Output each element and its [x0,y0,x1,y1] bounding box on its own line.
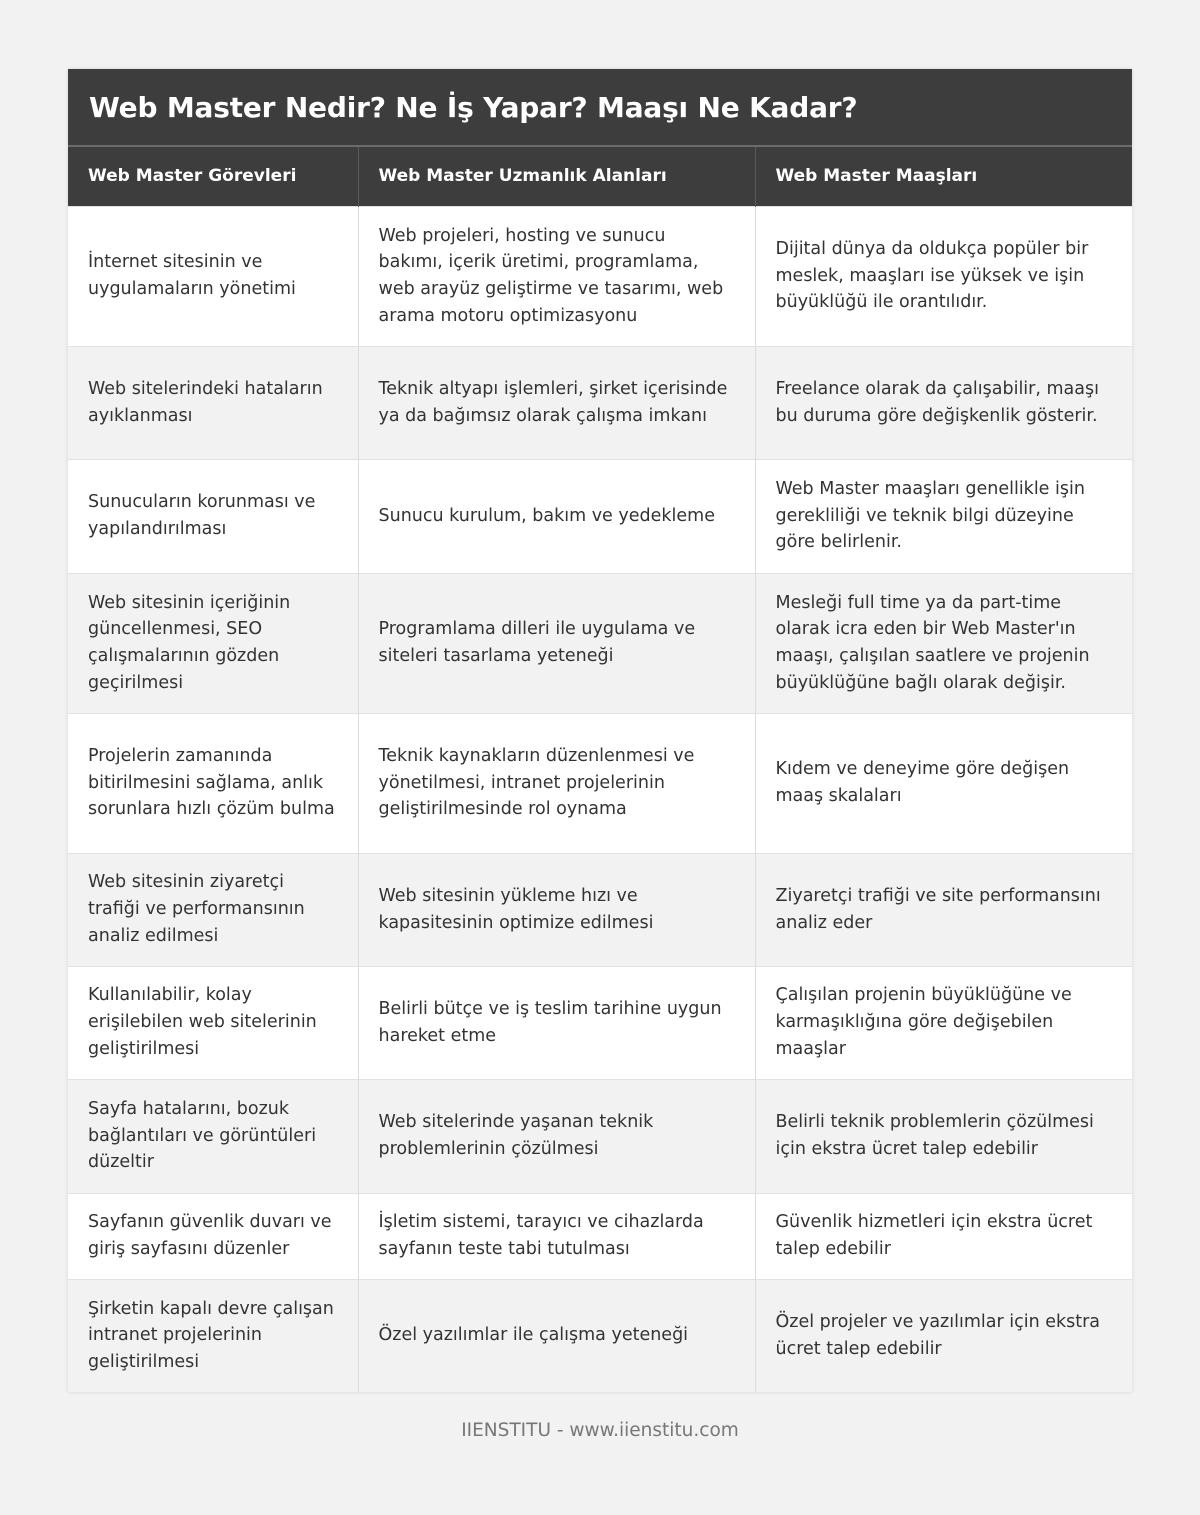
table-cell: İnternet sitesinin ve uygulamaların yönetimi [68,206,358,346]
table-row [68,1079,1132,1193]
table-cell: Web sitelerinde yaşanan teknik problemlerinin çözülmesi [358,1079,755,1193]
column-header-uzmanlik: Web Master Uzmanlık Alanları [358,146,755,206]
table-cell: Kullanılabilir, kolay erişilebilen web sitelerinin geliştirilmesi [68,966,358,1079]
table-cell: Web sitelerindeki hataların ayıklanması [68,346,358,459]
table-cell: Şirketin kapalı devre çalışan intranet projelerinin geliştirilmesi [68,1279,358,1392]
table-row [68,459,1132,573]
table-cell: İşletim sistemi, tarayıcı ve cihazlarda sayfanın teste tabi tutulması [358,1193,755,1279]
table-cell: Kıdem ve deneyime göre değişen maaş skalaları [755,713,1132,853]
column-header-gorevler: Web Master Görevleri [68,146,358,206]
table-cell: Belirli bütçe ve iş teslim tarihine uygun hareket etme [358,966,755,1079]
table-row [68,853,1132,966]
table-cell: Projelerin zamanında bitirilmesini sağlama, anlık sorunlara hızlı çözüm bulma [68,713,358,853]
table-cell: Web sitesinin yükleme hızı ve kapasitesinin optimize edilmesi [358,853,755,966]
table-row [68,966,1132,1079]
table-cell: Web sitesinin içeriğinin güncellenmesi, SEO çalışmalarının gözden geçirilmesi [68,573,358,713]
table-cell: Web Master maaşları genellikle işin gerekliliği ve teknik bilgi düzeyine göre belirlenir. [755,459,1132,573]
title-bar [68,69,1132,145]
table-cell: Güvenlik hizmetleri için ekstra ücret talep edebilir [755,1193,1132,1279]
table-row [68,573,1132,713]
table-cell: Sunucu kurulum, bakım ve yedekleme [358,459,755,573]
table-cell: Mesleği full time ya da part-time olarak icra eden bir Web Master'ın maaşı, çalışılan saatlere ve projenin büyüklüğüne bağlı olarak değişir. [755,573,1132,713]
table-cell: Sunucuların korunması ve yapılandırılması [68,459,358,573]
table-row [68,346,1132,459]
table-cell: Teknik altyapı işlemleri, şirket içerisinde ya da bağımsız olarak çalışma imkanı [358,346,755,459]
header-row [68,146,1132,206]
table-cell: Web projeleri, hosting ve sunucu bakımı, içerik üretimi, programlama, web arayüz geliştirme ve tasarımı, web arama motoru optimizasyonu [358,206,755,346]
page-title: Web Master Nedir? Ne İş Yapar? Maaşı Ne Kadar? [89,90,858,124]
table-cell: Sayfa hatalarını, bozuk bağlantıları ve görüntüleri düzeltir [68,1079,358,1193]
table-cell: Belirli teknik problemlerin çözülmesi için ekstra ücret talep edebilir [755,1079,1132,1193]
table-row [68,1193,1132,1279]
table-cell: Web sitesinin ziyaretçi trafiği ve performansının analiz edilmesi [68,853,358,966]
table-card [68,69,1132,1392]
table-cell: Özel projeler ve yazılımlar için ekstra ücret talep edebilir [755,1279,1132,1392]
table-cell: Ziyaretçi trafiği ve site performansını analiz eder [755,853,1132,966]
data-table [68,145,1132,1392]
table-cell: Sayfanın güvenlik duvarı ve giriş sayfasını düzenler [68,1193,358,1279]
table-row [68,1279,1132,1392]
table-cell: Çalışılan projenin büyüklüğüne ve karmaşıklığına göre değişebilen maaşlar [755,966,1132,1079]
column-header-maaslar: Web Master Maaşları [755,146,1132,206]
footer-credit: IIENSTITU - www.iienstitu.com [461,1420,739,1441]
table-cell: Freelance olarak da çalışabilir, maaşı bu duruma göre değişkenlik gösterir. [755,346,1132,459]
table-cell: Özel yazılımlar ile çalışma yeteneği [358,1279,755,1392]
table-cell: Dijital dünya da oldukça popüler bir meslek, maaşları ise yüksek ve işin büyüklüğü ile orantılıdır. [755,206,1132,346]
table-row [68,206,1132,346]
table-cell: Teknik kaynakların düzenlenmesi ve yönetilmesi, intranet projelerinin geliştirilmesinde rol oynama [358,713,755,853]
table-cell: Programlama dilleri ile uygulama ve siteleri tasarlama yeteneği [358,573,755,713]
table-row [68,713,1132,853]
